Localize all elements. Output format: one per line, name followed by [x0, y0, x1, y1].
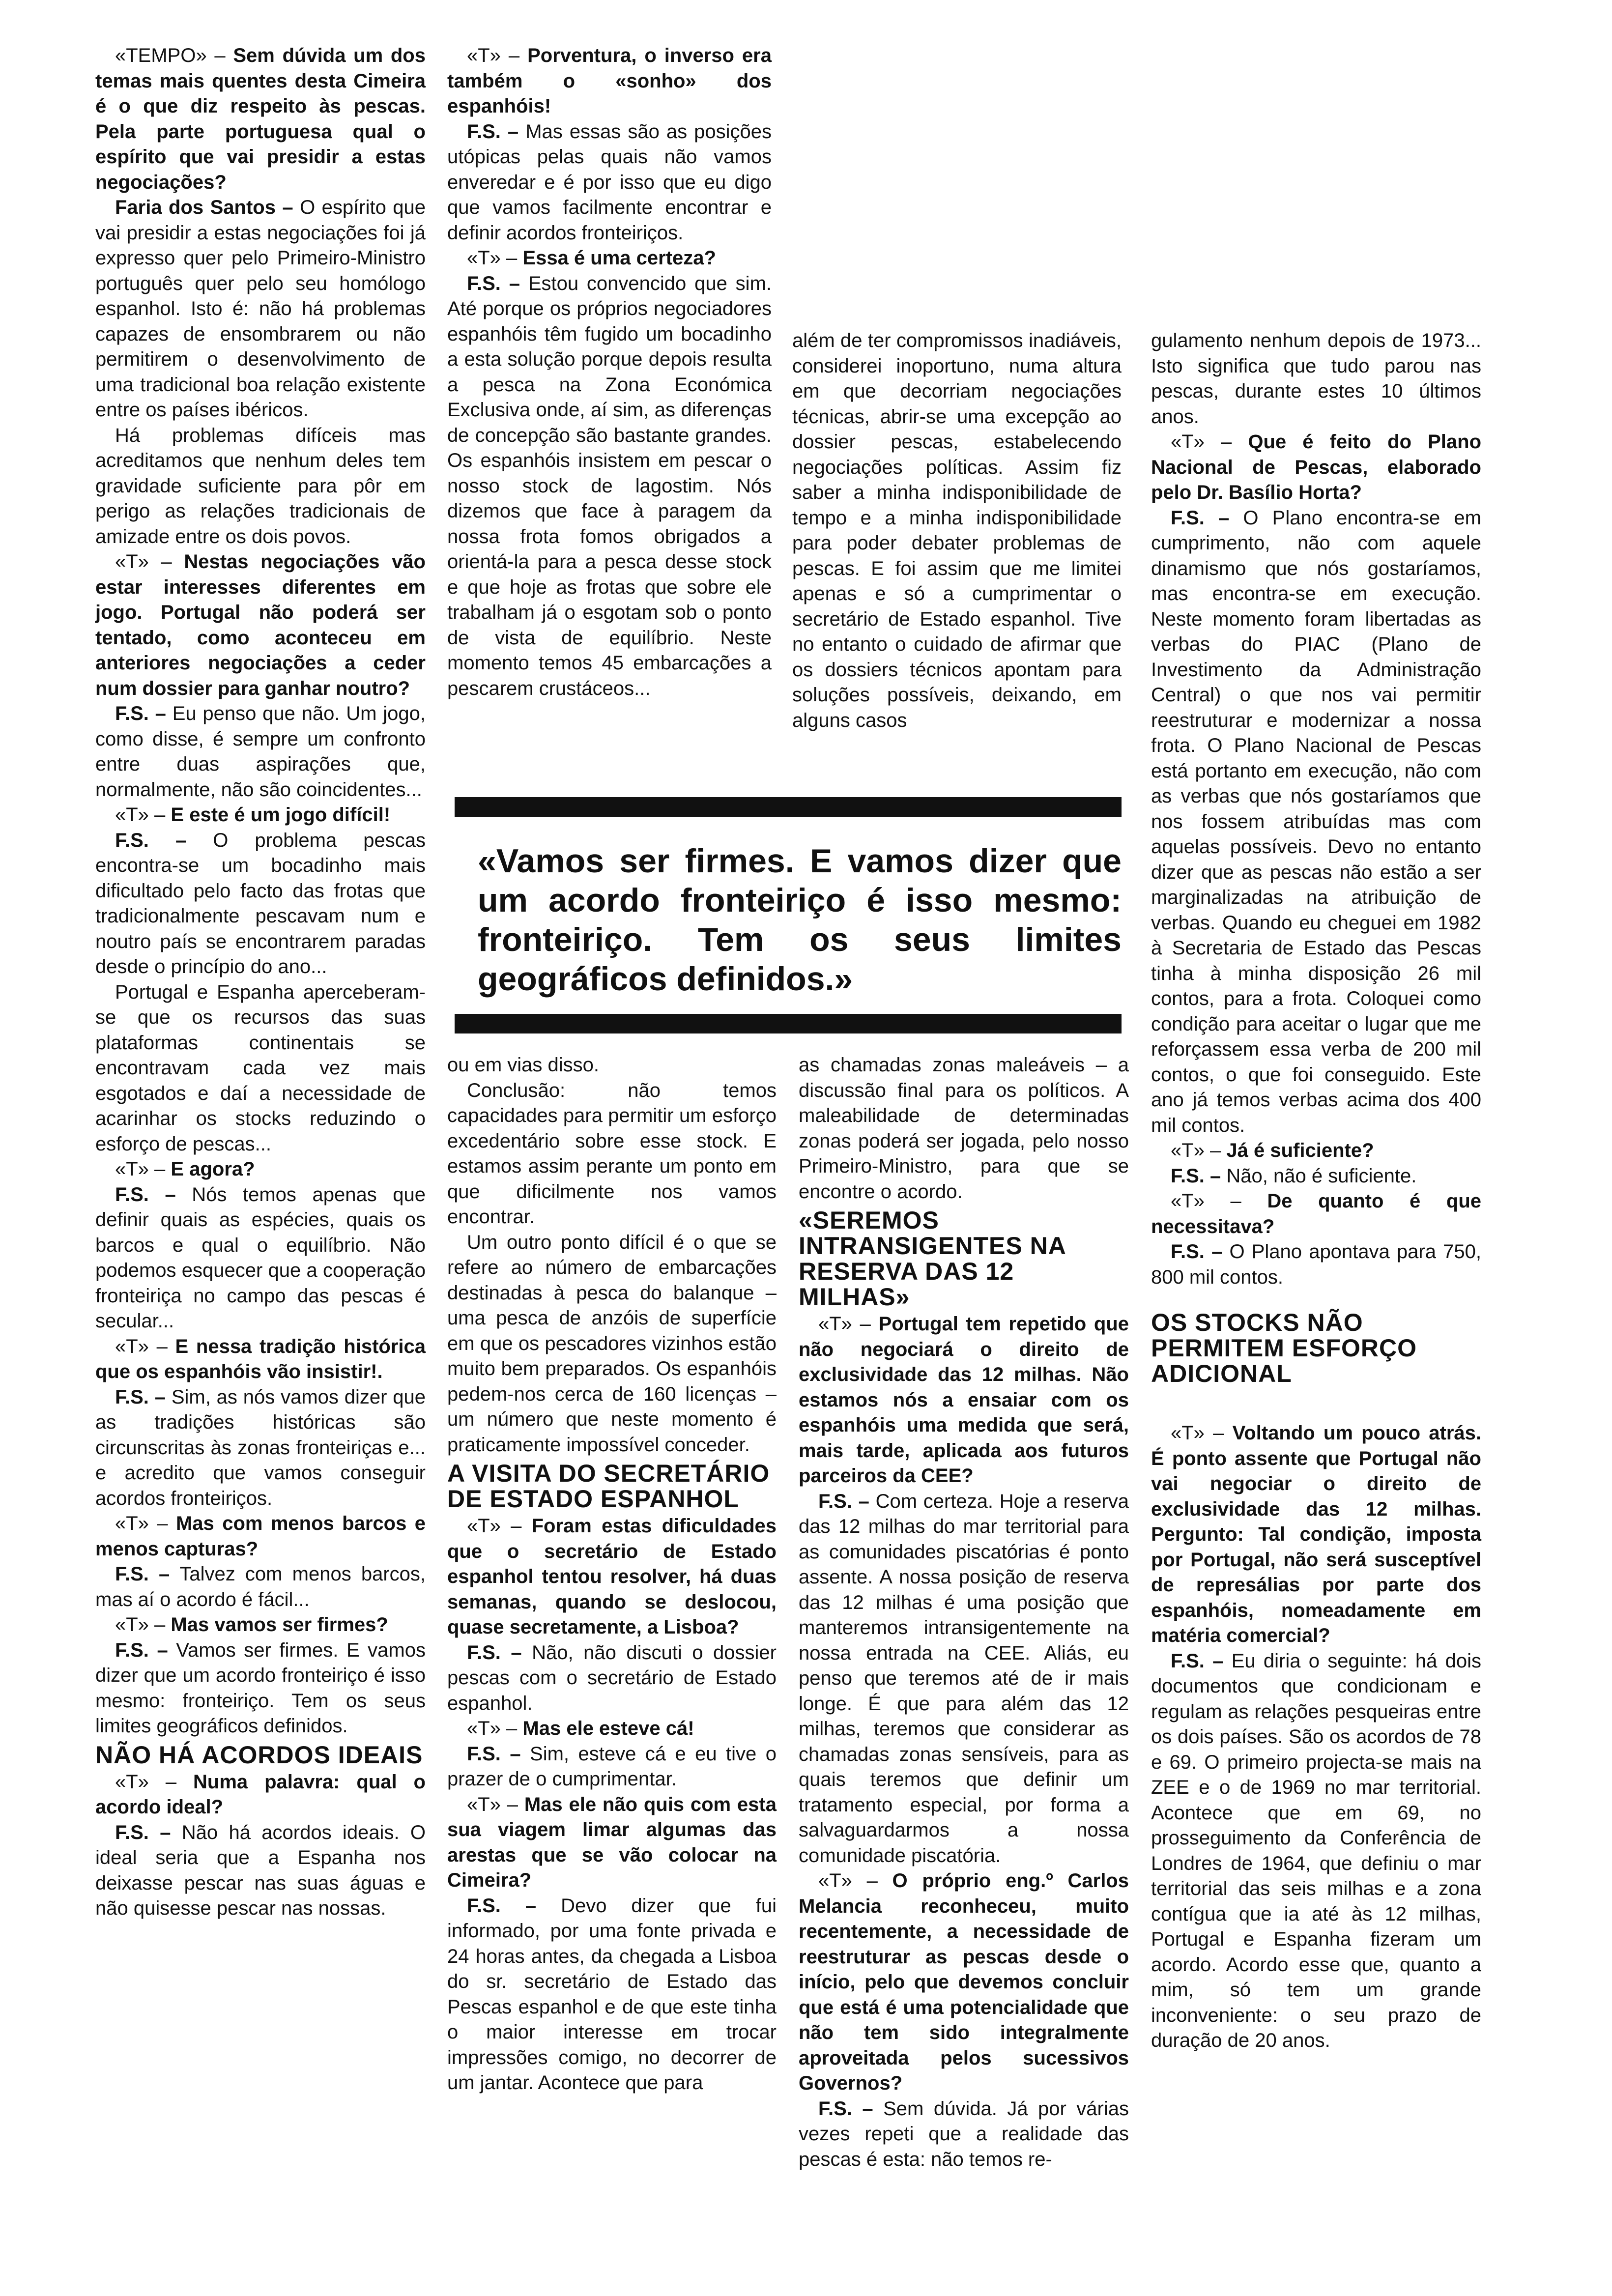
text: «T» – — [467, 45, 528, 66]
bold-text: De quanto é que necessitava? — [1151, 1190, 1481, 1237]
text: O Plano apontava para 750, 800 mil contos. — [1151, 1241, 1481, 1288]
bold-text: O próprio eng.º Carlos Melancia reconheceu, muito recentemente, a necessidade de reestruturar as pescas desde o início, pelo que devemos concluir que está é uma potencialidade que não tem sido integralmente aproveitada pelos sucessivos Governos? — [799, 1870, 1129, 2094]
bold-text: F.S. – — [1171, 507, 1243, 529]
paragraph — [447, 1792, 777, 1894]
bold-text: F.S. – — [115, 1821, 182, 1843]
text: Sem dúvida. Já por várias vezes repeti que a realidade das pescas é esta: não temos re- — [799, 2097, 1129, 2170]
text: Um outro ponto difícil é o que se refere ao número de embarcações destinadas à pesca do balanque – uma pesca de anzóis de superfície em que os pescadores vizinhos estão muito bem preparados. Os espanhóis pedem-nos cerca de 160 licenças – um número que neste momento é praticamente impossível conceder. — [447, 1231, 777, 1456]
text: Eu penso que não. Um jogo, como disse, é sempre um confronto entre duas aspirações que, normalmente, não são coincidentes... — [95, 703, 426, 801]
article-column-1 — [95, 43, 426, 1922]
text: «T» – — [115, 804, 171, 826]
paragraph — [95, 1182, 426, 1334]
paragraph — [1151, 1189, 1481, 1239]
text: «T» – — [115, 1614, 171, 1636]
paragraph — [447, 1053, 777, 1078]
text: «T» – — [115, 1335, 175, 1357]
paragraph — [799, 2096, 1129, 2173]
section-heading: «SEREMOS INTRANSIGENTES NA RESERVA DAS 12 MILHAS» — [799, 1206, 1065, 1311]
paragraph — [447, 1078, 777, 1230]
text: «T» – — [467, 1718, 523, 1739]
text: Talvez com menos barcos, mas aí o acordo é fácil... — [95, 1563, 426, 1610]
text: Não, não discuti o dossier pescas com o secretário de Estado espanhol. — [447, 1641, 777, 1714]
text: Devo dizer que fui informado, por uma fonte privada e 24 horas antes, da chegada a Lisboa do sr. secretário de Estado das Pescas espanhol e de que este tinha o maior interesse em trocar impressões comigo, no decorrer de um jantar. Acontece que para — [447, 1894, 777, 2094]
paragraph — [1151, 1138, 1481, 1164]
paragraph — [447, 1716, 777, 1742]
paragraph — [95, 43, 426, 195]
bold-text: Foram estas dificuldades que o secretário de Estado espanhol tentou resolver, há duas semanas, quando se deslocou, quase secretamente, a Lisboa? — [447, 1515, 777, 1638]
bold-text: Faria dos Santos – — [115, 197, 300, 218]
paragraph — [95, 1157, 426, 1182]
bold-text: Porventura, o inverso era também o «sonho» dos espanhóis! — [447, 45, 772, 117]
bold-text: F.S. – — [818, 1490, 876, 1512]
bold-text: F.S. – — [818, 2097, 884, 2120]
bold-text: Numa palavra: qual o acordo ideal? — [95, 1771, 426, 1818]
bold-text: F.S. – — [115, 1183, 192, 1205]
bold-text: F.S. – — [1171, 1650, 1232, 1672]
bold-text: E este é um jogo difícil! — [171, 804, 391, 826]
paragraph — [95, 1511, 426, 1562]
text: ou em vias disso. — [447, 1054, 600, 1076]
text: O espírito que vai presidir a estas negociações foi já expresso quer pelo Primeiro-Ministro português quer pelo seu homólogo espanhol. Isto é: não há problemas capazes de ensombrarem ou não permitirem o desenvolvimento de uma tradicional boa relação existente entre os países ibéricos. — [95, 197, 426, 421]
paragraph — [1151, 328, 1481, 430]
text: «T» – — [467, 1793, 524, 1815]
paragraph — [95, 1770, 426, 1820]
bold-text: F.S. – — [115, 1563, 180, 1585]
text: «T» – — [1171, 1190, 1267, 1212]
paragraph — [95, 828, 426, 980]
paragraph — [1151, 506, 1481, 1139]
text: «TEMPO» – — [115, 45, 233, 66]
text: «T» – — [1171, 1140, 1227, 1161]
paragraph — [799, 1053, 1129, 1205]
article-column-2-top — [447, 43, 772, 701]
text: Há problemas difíceis mas acreditamos que nenhum deles tem gravidade suficiente para pôr em perigo as relações tradicionais de amizade entre os dois povos. — [95, 424, 426, 547]
text: Sim, as nós vamos dizer que as tradições históricas são circunscritas às zonas fronteiriças e... e acredito que vamos conseguir acordos fronteiriços. — [95, 1386, 426, 1509]
paragraph — [95, 1385, 426, 1512]
paragraph — [95, 701, 426, 803]
text: as chamadas zonas maleáveis – a discussão final para os políticos. A maleabilidade de determinadas zonas poderá ser jogada, pelo nosso Primeiro-Ministro, para que se encontre o acordo. — [799, 1054, 1129, 1203]
text: Conclusão: não temos capacidades para permitir um esforço excedentário sobre esse stock. E estamos assim perante um ponto em que dificilmente nos vamos encontrar. — [447, 1079, 777, 1228]
bold-text: F.S. – — [115, 1639, 176, 1661]
text: «T» – — [818, 1313, 879, 1335]
paragraph — [95, 1334, 426, 1385]
paragraph — [95, 980, 426, 1157]
divider-bar-bottom — [455, 1014, 1122, 1033]
text: Não, não é suficiente. — [1226, 1165, 1417, 1187]
pull-quote: «Vamos ser firmes. E vamos dizer que um acordo fronteiriço é isso mesmo: fronteiriço. Tem os seus limites geográficos definidos.» — [478, 842, 1122, 998]
paragraph — [447, 43, 772, 119]
bold-text: F.S. – — [467, 1894, 561, 1917]
bold-text: Já é suficiente? — [1226, 1140, 1374, 1161]
section-heading: A VISITA DO SECRETÁRIO DE ESTADO ESPANHOL — [447, 1460, 770, 1513]
paragraph — [1151, 1239, 1481, 1290]
text: Portugal e Espanha aperceberam-se que os recursos das suas plataformas continentais se encontravam cada vez mais esgotados e daí a necessidade de acarinhar os stocks reduzindo o esforço de pescas... — [95, 981, 426, 1155]
bold-text: Mas com menos barcos e menos capturas? — [95, 1513, 426, 1560]
text: «T» – — [115, 1158, 171, 1180]
paragraph — [447, 1640, 777, 1717]
paragraph — [799, 1312, 1129, 1489]
paragraph — [447, 1742, 777, 1792]
text: Vamos ser firmes. E vamos dizer que um acordo fronteiriço é isso mesmo: fronteiriço. Tem os seus limites geográficos definidos. — [95, 1639, 426, 1737]
bold-text: Sem dúvida um dos temas mais quentes desta Cimeira é o que diz respeito às pescas. Pela parte portuguesa qual o espírito que vai presidir a estas negociações? — [95, 45, 426, 193]
paragraph — [95, 1562, 426, 1612]
bold-text: Portugal tem repetido que não negociará o direito de exclusividade das 12 milhas. Não estamos nós a ensaiar com os espanhóis uma medida que será, mais tarde, aplicada aos futuros parceiros da CEE? — [799, 1313, 1129, 1487]
text: Não há acordos ideais. O ideal seria que a Espanha nos deixasse pescar nas suas águas e não quisesse pescar nas nossas. — [95, 1821, 426, 1919]
text: Mas essas são as posições utópicas pelas quais não vamos enveredar e é por isso que eu digo que vamos facilmente encontrar e definir acordos fronteiriços. — [447, 120, 772, 244]
paragraph — [1151, 1164, 1481, 1189]
text: gulamento nenhum depois de 1973... Isto significa que tudo parou nas pescas, durante estes 10 últimos anos. — [1151, 330, 1481, 428]
text: «T» – — [115, 1771, 194, 1793]
bold-text: Mas ele esteve cá! — [522, 1718, 694, 1739]
paragraph — [95, 1820, 426, 1922]
bold-text: Mas ele não quis com esta sua viagem limar algumas das arestas que se vão colocar na Cimeira? — [447, 1793, 777, 1891]
paragraph — [799, 1489, 1129, 1869]
text: O problema pescas encontra-se um bocadinho mais dificultado pelo facto das frotas que tradicionalmente pescavam num e noutro país se encontrarem paradas desde o princípio do ano... — [95, 829, 426, 977]
paragraph — [1151, 1421, 1481, 1649]
article-column-4 — [1151, 328, 1481, 2054]
bold-text: Que é feito do Plano Nacional de Pescas, elaborado pelo Dr. Basílio Horta? — [1151, 431, 1482, 503]
bold-text: F.S. – — [115, 703, 173, 724]
paragraph — [95, 1638, 426, 1739]
bold-text: Essa é uma certeza? — [522, 247, 716, 269]
text: Com certeza. Hoje a reserva das 12 milhas do mar territorial para as comunidades piscatórias é ponto assente. A nossa posição de reserva das 12 milhas é uma posição que manteremos intransigentemente na nossa entrada na CEE. Aliás, eu penso que teremos até de ir mais longe. É que para além das 12 milhas, teremos que considerar as chamadas zonas sensíveis, para as quais teremos que definir um tratamento especial, por forma a salvaguardarmos a nossa comunidade piscatória. — [799, 1490, 1129, 1866]
paragraph — [95, 549, 426, 701]
paragraph — [447, 1894, 777, 2096]
article-column-3-bottom — [799, 1053, 1129, 2172]
section-heading: NÃO HÁ ACORDOS IDEAIS — [95, 1741, 423, 1769]
text: Sim, esteve cá e eu tive o prazer de o cumprimentar. — [447, 1743, 777, 1790]
bold-text: F.S. – — [467, 272, 528, 294]
text: «T» – — [115, 1513, 176, 1534]
text: Nós temos apenas que definir quais as espécies, quais os barcos e qual o equilíbrio. Não podemos esquecer que a cooperação fronteiriça no campo das pescas é secular... — [95, 1183, 426, 1332]
paragraph — [792, 328, 1122, 733]
text: «T» – — [1171, 431, 1248, 453]
bold-text: F.S. – — [1171, 1241, 1230, 1263]
paragraph — [95, 195, 426, 423]
paragraph — [1151, 430, 1481, 506]
divider-bar-top — [455, 797, 1122, 817]
text: «T» – — [467, 247, 523, 269]
section-heading: OS STOCKS NÃO PERMITEM ESFORÇO ADICIONAL — [1151, 1309, 1417, 1387]
bold-text: F.S. – — [467, 120, 526, 143]
text: O Plano encontra-se em cumprimento, não com aquele dinamismo que nós gostaríamos, mas encontra-se em execução. Neste momento foram libertadas as verbas do PIAC (Plano de Investimento da Administração Central) o que nos vai permitir reestruturar e modernizar a nossa frota. O Plano Nacional de Pescas está portanto em execução, não com as verbas que nós gostaríamos que nos fossem atribuídas mas com aquelas possíveis. Devo no entanto dizer que as pescas não estão a ser marginalizadas na atribuição de verbas. Quando eu cheguei em 1982 à Secretaria de Estado das Pescas tinha à minha disposição 26 mil contos, para a frota. Coloquei como condição para aceitar o lugar que me reforçassem essa verba de 200 mil contos, o que foi conseguido. Este ano já temos verbas acima dos 400 mil contos. — [1151, 507, 1481, 1136]
bold-text: F.S. – — [467, 1743, 530, 1765]
paragraph — [447, 246, 772, 271]
paragraph — [95, 803, 426, 828]
text: «T» – — [818, 1870, 892, 1892]
bold-text: F.S. – — [115, 1386, 172, 1408]
paragraph — [1151, 1649, 1481, 2054]
paragraph — [447, 1514, 777, 1640]
paragraph — [799, 1868, 1129, 2096]
paragraph — [95, 1612, 426, 1638]
bold-text: Mas vamos ser firmes? — [171, 1614, 388, 1636]
text: Estou convencido que sim. Até porque os próprios negociadores espanhóis têm fugido um bocadinho a esta solução porque depois resulta a pesca na Zona Económica Exclusiva onde, aí sim, as diferenças de concepção são bastante grandes. Os espanhóis insistem em pescar o nosso stock de lagostim. Nós dizemos que face à paragem da nossa frota fomos obrigados a orientá-la para a pesca desse stock e que hoje as frotas que sobre ele trabalham já o esgotam sob o ponto de vista de equilíbrio. Neste momento temos 45 embarcações a pescarem crustáceos... — [447, 272, 772, 699]
paragraph — [447, 119, 772, 246]
text: Eu diria o seguinte: há dois documentos que condicionam e regulam as relações pesqueiras entre os dois países. São os acordos de 78 e 69. O primeiro projecta-se mais na ZEE e o de 1969 no mar territorial. Acontece que em 69, no prosseguimento da Conferência de Londres de 1964, que definiu o mar territorial das seis milhas e a zona contígua que ia até às 12 milhas, Portugal e Espanha fizeram um acordo. Acordo esse que, quanto a mim, só tem um grande inconveniente: o seu prazo de duração de 20 anos. — [1151, 1650, 1481, 2051]
bold-text: Nestas negociações vão estar interesses diferentes em jogo. Portugal não poderá ser tentado, como aconteceu em anteriores negociações a ceder num dossier para ganhar noutro? — [95, 551, 426, 699]
bold-text: E nessa tradição histórica que os espanhóis vão insistir!. — [95, 1335, 426, 1382]
paragraph — [95, 423, 426, 550]
bold-text: F.S. – — [1171, 1165, 1227, 1187]
bold-text: E agora? — [171, 1158, 255, 1180]
bold-text: F.S. – — [115, 829, 213, 851]
article-column-2-bottom — [447, 1053, 777, 2096]
bold-text: F.S. – — [467, 1641, 532, 1664]
paragraph — [447, 271, 772, 702]
text: «T» – — [115, 551, 184, 573]
paragraph — [447, 1230, 777, 1458]
article-column-3-top — [792, 328, 1122, 733]
text: «T» – — [1171, 1422, 1233, 1444]
bold-text: Voltando um pouco atrás. É ponto assente que Portugal não vai negociar o direito de exclusividade das 12 milhas. Pergunto: Tal condição, imposta por Portugal, não será susceptível de represálias por parte dos espanhóis, nomeadamente em matéria comercial? — [1151, 1422, 1481, 1646]
text: «T» – — [467, 1515, 532, 1537]
text: além de ter compromissos inadiáveis, considerei inoportuno, numa altura em que decorriam negociações técnicas, abrir-se uma excepção ao dossier pescas, estabelecendo negociações políticas. Assim fiz saber a minha indisponibilidade de tempo e a minha indisponibilidade para poder debater problemas de pescas. E foi assim que me limitei apenas e só a cumprimentar o secretário de Estado espanhol. Tive no entanto o cuidado de afirmar que os dossiers técnicos apontam para soluções possíveis, deixando, em alguns casos — [792, 330, 1122, 731]
